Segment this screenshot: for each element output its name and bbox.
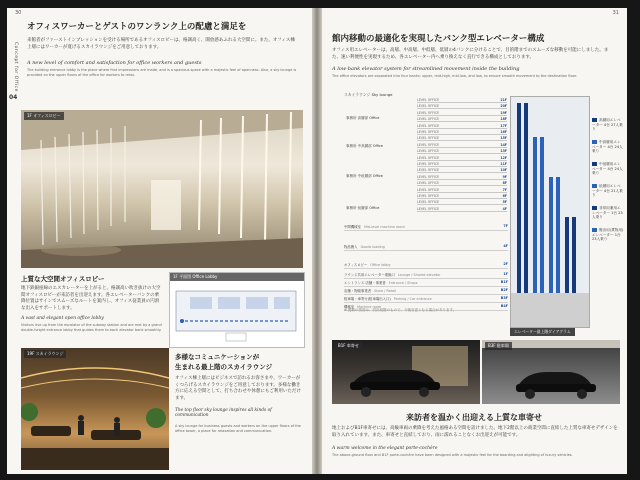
right-page (322, 8, 627, 474)
parking-tag: B3F 駐車場 (485, 342, 512, 350)
floor-number: 4F (502, 206, 507, 211)
diagram-header: スカイラウンジ Sky lounge (344, 92, 393, 97)
lower-level-row (344, 272, 508, 279)
floor-number: 11F (500, 162, 507, 166)
zone-label-low: 事務所 低層部 Office (346, 206, 380, 210)
floor-use: LEVEL OFFICE (417, 117, 440, 122)
lobby-floor-plan (169, 272, 305, 348)
level-english: Goods loading (360, 245, 385, 249)
floor-use: LEVEL OFFICE (417, 168, 440, 173)
side-tab: Concept for Office (13, 42, 18, 92)
floor-use: LEVEL OFFICE (417, 136, 440, 141)
shaft-low-bank (565, 217, 569, 293)
floor-use: LEVEL OFFICE (417, 206, 440, 211)
floor-row (417, 194, 507, 199)
floor-row (417, 181, 507, 186)
level-english: Lounge / Shared elevator (397, 273, 441, 277)
page-number: 31 (612, 10, 619, 16)
shaft-high-bank (517, 103, 521, 293)
intro-text: オフィス用エレベーターは、高層、中高層、中低層、低層の4バンクに分けることで、目的階までのスムーズな移動を可能にしました。また、速い利便性を実現するため、各エレベーター内へ乗り換えなく直行できる構成としております。 (332, 48, 609, 60)
floor-divider (417, 185, 507, 186)
floor-use: LEVEL OFFICE (417, 200, 440, 205)
level-floor: 1F (503, 272, 508, 276)
level-floor: B2F (500, 288, 508, 292)
level-label: 店舗・物販事業者 (344, 289, 372, 293)
floor-number: 7F (502, 187, 507, 192)
level-english: Parking / Car entrance (393, 297, 432, 301)
lounge-caption-title-1: 多様なコミュニケーションが (175, 353, 260, 361)
level-english: Machine room (357, 305, 382, 309)
porte-cochere-text: 地上およびB1F車寄せには、高級車両の乗降を考えた風格ある空間を設けました。地下2階以上の商業空間に直結した上質な車寄せデザインを取り入れています。また、車寄せと直結しており、雨に濡れることなくお出迎えが可能です。 (332, 426, 618, 438)
lobby-english-body: Visitors rise up from the escalator of the subway station and are met by a grand double-height entrance lobby that guides them to each elevator bank smoothly. (21, 323, 162, 332)
level-label: ラウンジ共用エレベーター乗換口 (344, 273, 395, 277)
page-title: オフィスワーカーとゲストのワンランク上の配慮と満足を (27, 22, 247, 32)
floor-divider (417, 166, 507, 167)
legend-swatch (592, 206, 597, 210)
floor-row (417, 149, 507, 154)
floor-divider (417, 121, 507, 122)
shaft-high-bank (524, 103, 528, 293)
lower-level-row (344, 280, 508, 287)
floor-row (417, 124, 507, 129)
legend-text: 搬出用(貨物用)エレベーター 1台 23人乗り (592, 228, 624, 242)
english-body: The office elevators are separated into four banks: upper, mid-high, mid-low, and low, to ensure smooth movement to the destination floor. (332, 74, 577, 78)
sky-lounge-photo (21, 348, 169, 470)
elevator-shaft-diagram (510, 96, 590, 328)
lounge-caption-text: オフィス棟上層にはビジネスで訪れるお客さまや、ワーカーがくつろげるスカイラウンジをご用意しております。多様な働き方に応える空間として、打ち合わせや休憩にもご利用いただけます。 (175, 376, 301, 401)
floor-divider (417, 134, 507, 135)
level-floor: B4F (500, 304, 508, 308)
level-label: 機械室 (344, 305, 355, 309)
level-english: Store / Retail (374, 289, 396, 293)
english-subtitle: A low-bank elevator system for streamlined movement inside the building (332, 66, 520, 72)
lobby-english-title: A vast and elegant open office lobby (21, 316, 104, 321)
porte-cochere-title: 来訪者を温かく出迎える上質な車寄せ (406, 413, 542, 422)
lounge-photo-tag: 19F スカイラウンジ (24, 350, 66, 358)
lobby-illustration (21, 110, 303, 268)
legend-item (592, 184, 624, 198)
floor-plan-header (170, 273, 304, 281)
legend-item (592, 206, 624, 220)
book-gutter (312, 8, 322, 474)
legend-item (592, 162, 624, 176)
floor-divider (417, 160, 507, 161)
legend-text: 高層用エレベーター 4台 27人乗り (592, 118, 623, 132)
floor-use: LEVEL OFFICE (417, 104, 440, 109)
shaft-mid-low-bank (556, 177, 560, 293)
floor-divider (417, 108, 507, 109)
level-english: Entrance / Shops (388, 281, 418, 285)
floor-number: 20F (500, 104, 507, 109)
floor-number: 6F (502, 194, 507, 198)
floor-number: 15F (500, 136, 507, 141)
lounge-caption-title-2: 生まれる最上階のスカイラウンジ (175, 363, 273, 371)
level-label: エントランス 店舗・事業者 (344, 281, 386, 285)
floor-number: 19F (500, 110, 507, 115)
porte-cochere-english-body: The above-ground floor and B1F porte-cochère have been designed with a majestic feel for the boarding and alighting of luxury vehicles. (332, 453, 573, 457)
shaft-low-bank (572, 217, 576, 293)
floor-use: LEVEL OFFICE (417, 110, 440, 115)
floor-row (417, 136, 507, 141)
legend-text: 低層用エレベーター 4台 21人乗り (592, 184, 623, 198)
floor-row (417, 130, 507, 135)
legend-text: 中低層用エレベーター 4台 24人乗り (592, 162, 623, 176)
floor-divider (417, 204, 507, 205)
floor-use: LEVEL OFFICE (417, 162, 440, 166)
lower-level-row (344, 244, 508, 251)
floor-divider (417, 172, 507, 173)
floor-divider (417, 140, 507, 141)
page-title: 館内移動の最適化を実現したバンク型エレベーター構成 (332, 34, 545, 44)
legend-text: 中高層用エレベーター 4台 24人乗り (592, 140, 623, 154)
floor-divider (417, 198, 507, 199)
legend-swatch (592, 228, 597, 232)
shaft-mid-low-bank (549, 177, 553, 293)
lower-level-row (344, 296, 508, 303)
intro-text: 来館者がファーストインプレッションを受ける場所であるオフィスロビーは、格調高く、開放感あふれる大空間に。また、オフィス棟上層にはワーカーが寛げるスカイラウンジをご用意しております。 (27, 38, 295, 50)
floor-row (417, 168, 507, 173)
floor-number: 18F (500, 117, 507, 122)
level-english: Office lobby (370, 263, 391, 267)
level-label: 駐車場・車寄せ(駐車場出入口) (344, 297, 391, 301)
lounge-illustration (21, 348, 169, 470)
lounge-english-title: The top floor sky lounge inspires all kinds of communication (175, 408, 272, 418)
floor-number: 16F (500, 130, 507, 134)
level-floor: 2F (503, 262, 508, 266)
floor-divider (417, 211, 507, 212)
legend-swatch (592, 140, 597, 144)
floor-divider (417, 153, 507, 154)
floor-number: 13F (500, 149, 507, 154)
floor-divider (417, 179, 507, 180)
floor-plan-drawing (170, 281, 302, 345)
floor-divider (417, 115, 507, 116)
floor-row (417, 156, 507, 161)
floor-number: 5F (502, 200, 507, 205)
floor-divider (417, 128, 507, 129)
porte-cochere-tag: B1F 車寄せ (335, 342, 362, 350)
floor-row (417, 200, 507, 205)
shaft-mid-high-bank (533, 137, 537, 293)
elevator-diagram-label: エレベーター最上階ダイアグラム (510, 328, 575, 336)
level-floor: 4F (503, 244, 508, 248)
floor-divider (417, 192, 507, 193)
floor-row (417, 143, 507, 148)
level-label: 中間機械室 (344, 225, 361, 229)
level-floor: 7F (503, 224, 508, 228)
left-page (7, 8, 312, 474)
zone-label-mid-low: 事務所 中低層部 Office (346, 174, 383, 178)
floor-use: LEVEL OFFICE (417, 130, 440, 134)
floor-row (417, 104, 507, 109)
floor-row (417, 207, 507, 212)
floor-use: LEVEL OFFICE (417, 142, 440, 147)
floor-plan-subtitle: Office Lobby (192, 274, 218, 279)
zone-label-high: 事務所 高層部 Office (346, 116, 380, 120)
lower-level-row (344, 224, 508, 231)
porte-cochere-english-title: A warm welcome in the elegant porte-cochère (332, 446, 438, 451)
zone-label-mid-high: 事務所 中高層部 Office (346, 144, 383, 148)
floor-use: LEVEL OFFICE (417, 187, 440, 192)
floor-use: LEVEL OFFICE (417, 149, 440, 154)
floor-divider (417, 147, 507, 148)
lobby-caption-title: 上質な大空間オフィスロビー (21, 275, 105, 283)
diagram-note: ※ 掲載の図面は、設計段階のもので、今後変更となる場合があります。 (344, 308, 457, 312)
floor-number: 21F (500, 98, 507, 102)
page-number: 30 (15, 10, 22, 16)
floor-use: LEVEL OFFICE (417, 123, 440, 128)
level-label: オフィスロビー (344, 263, 368, 267)
floor-use: LEVEL OFFICE (417, 174, 440, 179)
level-english: Mid-level machine room (363, 225, 405, 229)
legend-item (592, 228, 624, 242)
basement-block (511, 293, 589, 327)
floor-divider (417, 102, 507, 103)
legend-swatch (592, 162, 597, 166)
level-label: 物品搬入 (344, 245, 358, 249)
shaft-mid-high-bank (540, 137, 544, 293)
office-lobby-photo (21, 110, 303, 268)
floor-row (417, 98, 507, 103)
floor-number: 10F (500, 168, 507, 173)
floor-number: 14F (500, 142, 507, 147)
side-tab-number: 04 (9, 94, 18, 101)
legend-item (592, 118, 624, 132)
english-body: The building entrance lobby is the place where first impressions are made, and is a spacious space with a majestic feel of openness. Also, a sky lounge is provided on the upper floors of the office for workers to relax. (27, 68, 297, 77)
floor-number: 8F (502, 181, 507, 186)
floor-row (417, 188, 507, 193)
lower-level-row (344, 262, 508, 269)
floor-row (417, 175, 507, 180)
floor-use: LEVEL OFFICE (417, 155, 440, 160)
floor-use: LEVEL OFFICE (417, 98, 440, 102)
floor-use: LEVEL OFFICE (417, 194, 440, 198)
floor-row (417, 111, 507, 116)
floor-number: 9F (502, 174, 507, 179)
floor-use: LEVEL OFFICE (417, 181, 440, 186)
level-floor: B3F (500, 296, 508, 300)
porte-cochere-photo (332, 340, 480, 404)
floor-plan-tag: 1F 平面図 (173, 274, 192, 279)
legend-swatch (592, 184, 597, 188)
legend-item (592, 140, 624, 154)
floor-row (417, 117, 507, 122)
lobby-caption-text: 地下鉄銀座線のエスカレーターを上がると、格調高い吹き抜けの大空間オフィスロビーが来訪者を出迎えます。各エレベーターバンクの乗降位置はサインでスムーズなルートを案内し、オフィス従業員の円滑な出入をサポートします。 (21, 286, 161, 311)
floor-row (417, 162, 507, 167)
parking-photo (482, 340, 620, 404)
legend-swatch (592, 118, 597, 122)
level-floor: B1F (500, 280, 508, 284)
lobby-photo-tag: 1F オフィスロビー (24, 112, 64, 120)
legend-text: 非常用兼用エレベーター 1台 23人乗り (592, 206, 623, 220)
lounge-english-body: A sky lounge for business guests and workers on the upper floors of the office tower, a place for relaxation and communication. (175, 424, 301, 433)
floor-number: 12F (500, 155, 507, 160)
english-subtitle: A new level of comfort and satisfaction for office workers and guests (27, 60, 202, 66)
floor-number: 17F (500, 123, 507, 128)
lower-level-row (344, 288, 508, 295)
